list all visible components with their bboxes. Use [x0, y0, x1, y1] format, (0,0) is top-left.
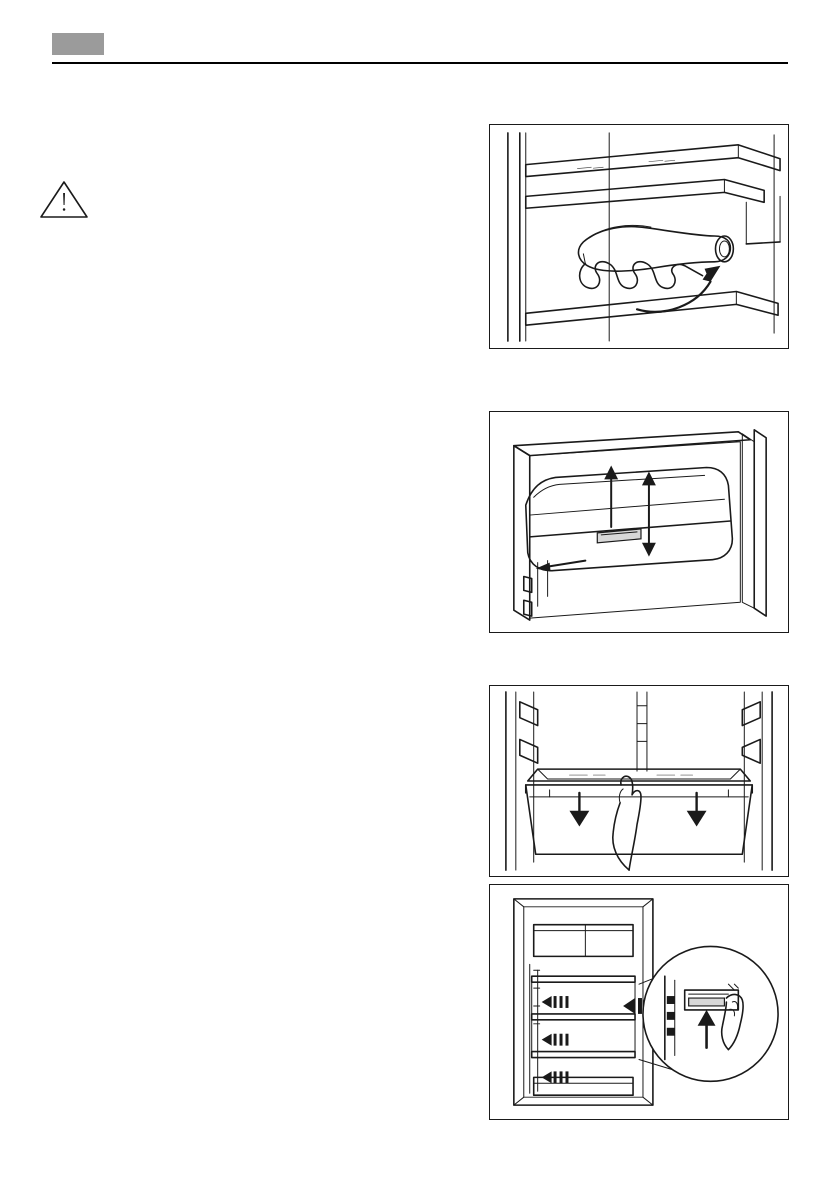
- figure-door-shelf-removal: [489, 411, 789, 633]
- figure-interior-air-flow: [489, 884, 789, 1120]
- figure-bottle-holder: [489, 124, 789, 349]
- page-header: [0, 0, 840, 80]
- header-tab-marker: [52, 33, 104, 55]
- figure-glass-shelf-removal: [489, 685, 789, 877]
- header-divider: [52, 62, 788, 64]
- warning-triangle-icon: [38, 178, 90, 220]
